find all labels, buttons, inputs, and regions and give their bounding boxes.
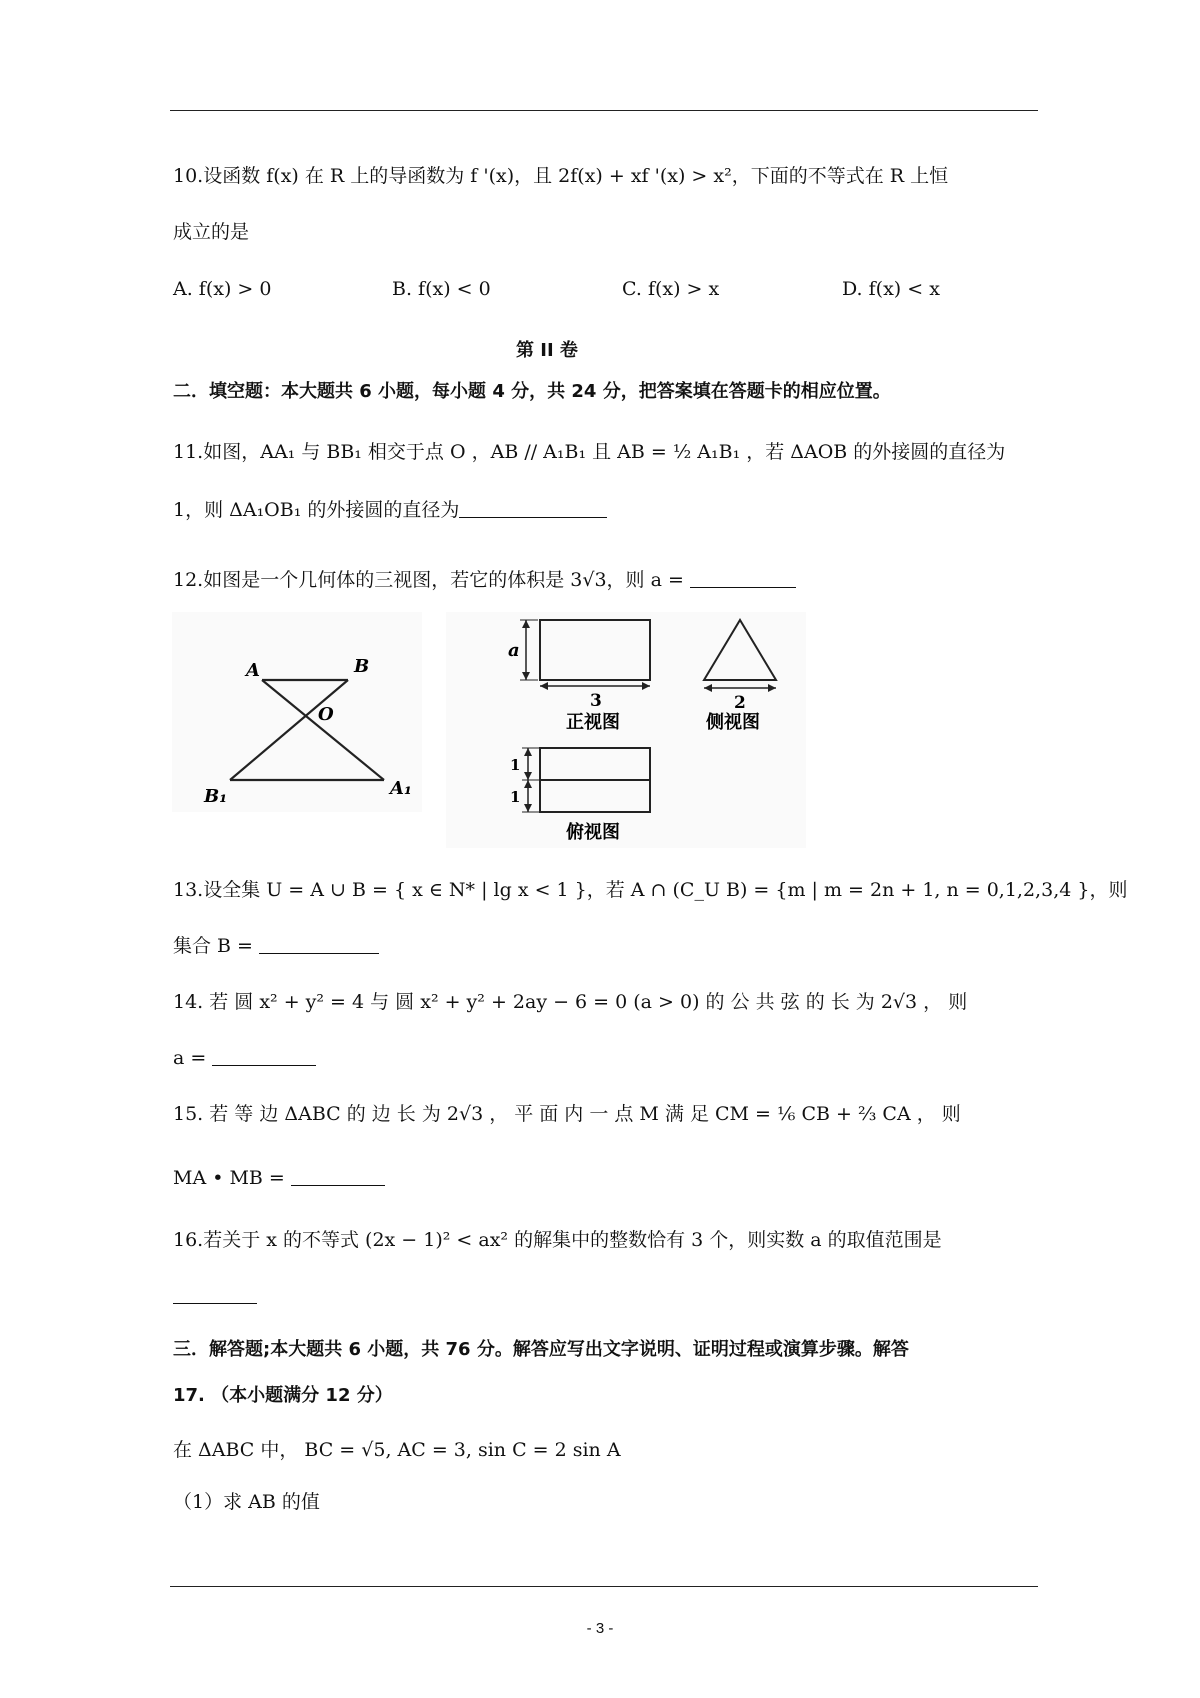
q10-line2: 成立的是 [173,221,250,243]
q14-answer-blank [212,1045,316,1066]
front-view-caption: 正视图 [566,712,620,733]
q12-line1 [173,566,1040,594]
q15-answer-blank [291,1165,385,1186]
q17-given: 在 ΔABC 中， BC = √5, AC = 3, sin C = 2 sin A [173,1439,621,1461]
q13-line1: 13.设全集 U = A ∪ B = { x ∈ N* | lg x < 1 }，若 A ∩ (C_U B) = {m | m = 2n + 1, n = 0,1,2,3,4 }，则 [173,879,1128,901]
q10-option-a: A. f(x) > 0 [173,278,272,300]
q11-line1: 11.如图，AA₁ 与 BB₁ 相交于点 O ，AB // A₁B₁ 且 AB = ½ A₁B₁ ，若 ΔAOB 的外接圆的直径为 [173,441,1006,463]
fill-section-header: 二．填空题：本大题共 6 小题，每小题 4 分，共 24 分，把答案填在答题卡的相应位置。 [173,381,891,402]
q14-line1: 14. 若 圆 x² + y² = 4 与 圆 x² + y² + 2ay − 6 = 0 (a > 0) 的 公 共 弦 的 长 为 2√3 ， 则 [173,991,968,1013]
page-number: - 3 - [586,1620,614,1637]
q10-line1: 10.设函数 f(x) 在 R 上的导函数为 f '(x)，且 2f(x) + xf '(x) > x²，下面的不等式在 R 上恒 [173,165,949,187]
q16-line2 [173,1282,1040,1310]
dim-1-upper: 1 [510,756,521,774]
label-a: A [246,660,260,681]
dim-a: a [508,640,520,661]
q11-line2 [173,496,1040,524]
figure-three-views [446,612,806,848]
q10-option-c: C. f(x) > x [622,278,720,300]
q13-line2-text: 集合 B = [173,935,253,957]
section2-title: 第 II 卷 [516,340,578,361]
q14-line2 [173,1044,1040,1072]
q14-line2-text: a = [173,1047,207,1069]
q11-line2-text: 1，则 ΔA₁OB₁ 的外接圆的直径为 [173,499,460,521]
q13-line2 [173,932,1040,960]
q13-answer-blank [259,933,379,954]
q12-answer-blank [690,567,796,588]
q11-answer-blank [459,497,607,518]
q15-line2 [173,1164,1040,1192]
q12-line1-text: 12.如图是一个几何体的三视图，若它的体积是 3√3，则 a = [173,569,684,591]
side-view-caption: 侧视图 [706,712,760,733]
q10-option-b: B. f(x) < 0 [392,278,491,300]
dim-1-lower: 1 [510,788,521,806]
footer-rule [170,1586,1038,1587]
dim-2: 2 [734,693,746,713]
label-o: O [318,704,334,725]
top-view-caption: 俯视图 [566,822,620,843]
q17-title: 17. （本小题满分 12 分） [173,1385,393,1406]
q16-line1: 16.若关于 x 的不等式 (2x − 1)² < ax² 的解集中的整数恰有 3 个，则实数 a 的取值范围是 [173,1229,942,1251]
dim-3: 3 [590,691,602,711]
q17-part1: （1）求 AB 的值 [173,1491,320,1513]
header-rule [170,110,1038,111]
q15-line1: 15. 若 等 边 ΔABC 的 边 长 为 2√3 ， 平 面 内 一 点 M 满 足 CM = ⅙ CB + ⅔ CA ， 则 [173,1103,961,1125]
figure-crossed-segments [172,612,422,812]
label-a1: A₁ [390,778,412,799]
label-b1: B₁ [204,786,228,807]
q16-answer-blank [173,1283,257,1304]
label-b: B [354,656,370,677]
q15-line2-text: MA • MB = [173,1167,285,1189]
q10-option-d: D. f(x) < x [842,278,940,300]
answer-section-header: 三．解答题;本大题共 6 小题，共 76 分。解答应写出文字说明、证明过程或演算步骤。解答 [173,1339,909,1360]
